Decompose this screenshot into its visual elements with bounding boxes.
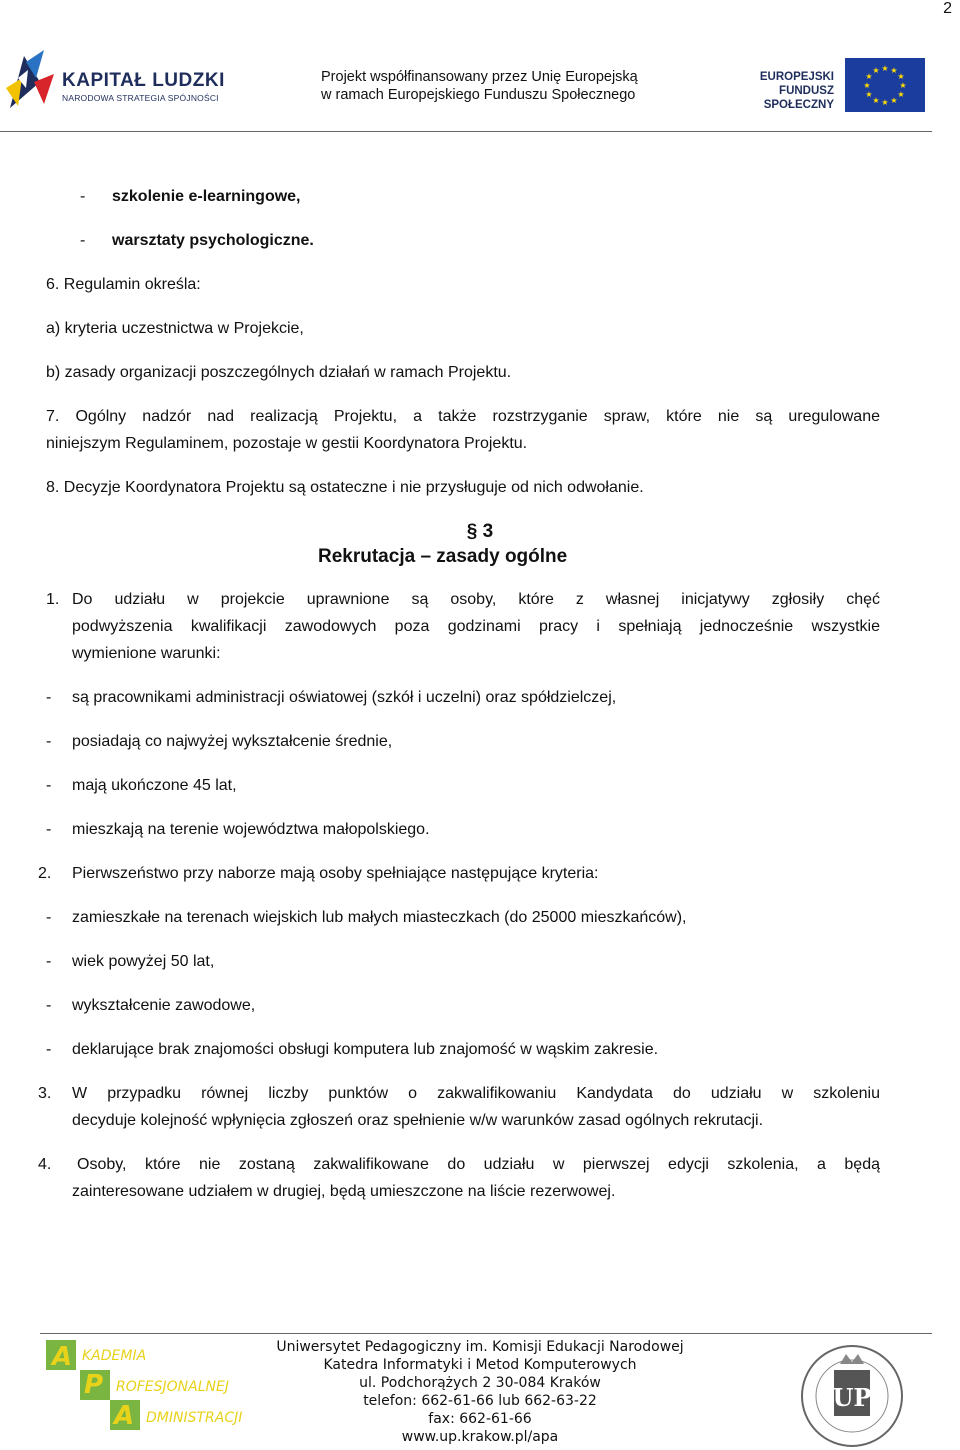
list-dash: - <box>80 232 86 249</box>
list-dash: - <box>46 777 52 794</box>
point-1-line-2: podwyższenia kwalifikacji zawodowych poza godzinami pracy i spełniają jednocześnie wszystkie <box>72 618 880 635</box>
list-item-workshops: warsztaty psychologiczne. <box>112 232 314 249</box>
condition-item: mają ukończone 45 lat, <box>72 777 237 794</box>
list-dash: - <box>46 733 52 750</box>
criteria-item: zamieszkałe na terenach wiejskich lub małych miasteczkach (do 25000 mieszkańców), <box>72 909 687 926</box>
footer-street: ul. Podchorążych 2 30-084 Kraków <box>359 1375 601 1391</box>
kapital-ludzki-logo-icon <box>4 48 60 114</box>
paragraph-6a: a) kryteria uczestnictwa w Projekcie, <box>46 320 304 337</box>
criteria-item: wykształcenie zawodowe, <box>72 997 256 1014</box>
list-dash: - <box>46 997 52 1014</box>
footer-department: Katedra Informatyki i Metod Komputerowych <box>323 1357 637 1373</box>
svg-text:★: ★ <box>865 72 873 81</box>
svg-text:★: ★ <box>890 96 898 105</box>
point-3-line-2: decyduje kolejność wpłynięcia zgłoszeń oraz spełnienie w/w warunków zasad ogólnych rekrutacji. <box>72 1112 764 1129</box>
svg-text:★: ★ <box>899 81 907 90</box>
header-divider <box>0 131 932 132</box>
paragraph-6: 6. Regulamin określa: <box>46 276 201 293</box>
point-number: 3. <box>38 1085 52 1102</box>
list-dash: - <box>46 909 52 926</box>
list-dash: - <box>46 1041 52 1058</box>
point-1-line-1: Do udziału w projekcie uprawnione są osoby, które z własnej inicjatywy zgłosiły chęć <box>72 591 880 608</box>
akademia-word-2: ROFESJONALNEJ <box>116 1379 229 1395</box>
section-title: Rekrutacja – zasady ogólne <box>318 546 568 567</box>
eu-flag-icon <box>845 58 925 112</box>
list-dash: - <box>46 821 52 838</box>
point-number: 1. <box>46 591 60 608</box>
akademia-letter-a2: A <box>114 1401 135 1431</box>
point-number: 4. <box>38 1156 52 1173</box>
condition-item: są pracownikami administracji oświatowej (szkół i uczelni) oraz spółdzielczej, <box>72 689 617 706</box>
footer-fax: fax: 662-61-66 <box>428 1411 532 1427</box>
point-4-line-2: zainteresowane udziałem w drugiej, będą umieszczone na liście rezerwowej. <box>72 1183 616 1200</box>
footer-divider <box>40 1333 932 1334</box>
svg-text:★: ★ <box>897 72 905 81</box>
svg-text:★: ★ <box>897 90 905 99</box>
paragraph-7-line-1: 7. Ogólny nadzór nad realizacją Projektu, a także rozstrzyganie spraw, które nie są uregulowane <box>46 408 880 425</box>
condition-item: mieszkają na terenie województwa małopolskiego. <box>72 821 430 838</box>
efs-label <box>724 70 834 112</box>
svg-text:★: ★ <box>890 66 898 75</box>
cofinancing-note <box>321 68 638 104</box>
condition-item: posiadają co najwyżej wykształcenie średnie, <box>72 733 393 750</box>
list-dash: - <box>46 689 52 706</box>
paragraph-8: 8. Decyzje Koordynatora Projektu są ostateczne i nie przysługuje od nich odwołanie. <box>46 479 644 496</box>
footer-university: Uniwersytet Pedagogiczny im. Komisji Edukacji Narodowej <box>276 1339 684 1355</box>
list-item-elearning: szkolenie e-learningowe, <box>112 188 301 205</box>
point-1-line-3: wymienione warunki: <box>72 645 221 662</box>
kapital-ludzki-subtitle: NARODOWA STRATEGIA SPÓJNOŚCI <box>62 93 219 103</box>
criteria-item: wiek powyżej 50 lat, <box>72 953 215 970</box>
svg-text:★: ★ <box>863 81 871 90</box>
akademia-word-3: DMINISTRACJI <box>146 1410 243 1426</box>
point-2-text: Pierwszeństwo przy naborze mają osoby spełniające następujące kryteria: <box>72 865 599 882</box>
seal-monogram: UP <box>832 1383 872 1412</box>
footer-website: www.up.krakow.pl/apa <box>401 1429 559 1445</box>
svg-text:★: ★ <box>872 96 880 105</box>
point-4-line-1: Osoby, które nie zostaną zakwalifikowane do udziału w pierwszej edycji szkolenia, a będą <box>77 1156 880 1173</box>
point-3-line-1: W przypadku równej liczby punktów o zakwalifikowaniu Kandydata do udziału w szkoleniu <box>72 1085 880 1102</box>
akademia-letter-a: A <box>52 1342 73 1372</box>
akademia-word-1: KADEMIA <box>82 1348 147 1364</box>
paragraph-7-line-2: niniejszym Regulaminem, pozostaje w gestii Koordynatora Projektu. <box>46 435 528 452</box>
list-dash: - <box>46 953 52 970</box>
footer-phone: telefon: 662-61-66 lub 662-63-22 <box>363 1393 597 1409</box>
efs-line-1: EUROPEJSKI <box>759 71 834 83</box>
criteria-item: deklarujące brak znajomości obsługi komputera lub znajomość w wąskim zakresie. <box>72 1041 659 1058</box>
paragraph-6b: b) zasady organizacji poszczególnych działań w ramach Projektu. <box>46 364 512 381</box>
point-number: 2. <box>38 865 52 882</box>
cofinancing-line-2: w ramach Europejskiego Funduszu Społecznego <box>321 87 636 103</box>
kapital-ludzki-title: KAPITAŁ LUDZKI <box>62 70 225 91</box>
section-number: § 3 <box>466 521 494 542</box>
cofinancing-line-1: Projekt współfinansowany przez Unię Europejską <box>321 69 638 85</box>
university-seal-icon <box>790 1340 914 1448</box>
svg-text:★: ★ <box>881 64 889 73</box>
svg-text:★: ★ <box>872 66 880 75</box>
efs-line-2: FUNDUSZ SPOŁECZNY <box>763 85 834 111</box>
svg-text:★: ★ <box>865 90 873 99</box>
akademia-letter-p: P <box>84 1370 104 1400</box>
svg-text:★: ★ <box>881 98 889 107</box>
page-number: 2 <box>943 0 952 17</box>
list-dash: - <box>80 188 86 205</box>
